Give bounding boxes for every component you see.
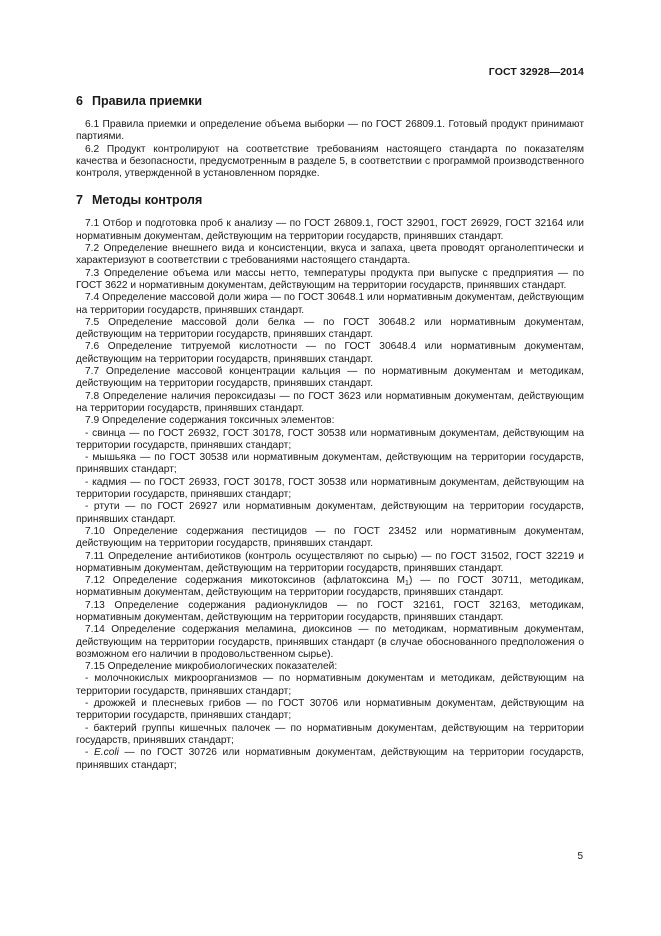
paragraph-text: 7.1 Отбор и подготовка проб к анализу — по ГОСТ 26809.1, ГОСТ 32901, ГОСТ 26929, ГОСТ 32164 или нормативным документам, действующим на территории государств, принявших стандарт. — [76, 218, 584, 242]
paragraph-text: 7.5 Определение массовой доли белка — по ГОСТ 30648.2 или нормативным документам, действующим на территории государств, принявших стандарт. — [76, 316, 584, 341]
list-item-text: - бактерий группы кишечных палочек — по нормативным документам, действующим на территории государств, принявших стандарт; — [76, 722, 584, 746]
paragraph-text: 7.6 Определение титруемой кислотности — по ГОСТ 30648.4 или нормативным документам, действующим на территории государств, принявших стандарт. — [76, 341, 584, 365]
list-item-ecoli — [76, 747, 584, 772]
document-code: ГОСТ 32928—2014 — [488, 66, 584, 78]
paragraph-text: 7.11 Определение антибиотиков (контроль осуществляют по сырью) — по ГОСТ 31502, ГОСТ 32219 и нормативным документам, действующим на территории государств, принявших стандарт. — [76, 550, 584, 574]
paragraph-text: 7.7 Определение массовой концентрации кальция — по нормативным документам и методикам, действующим на территории государств, принявших стандарт. — [76, 366, 584, 390]
subscript: 1 — [405, 580, 409, 588]
list-item — [76, 501, 584, 526]
paragraph — [76, 551, 584, 576]
list-dash: - — [85, 747, 94, 759]
list-item-text: - ртути — по ГОСТ 26927 или нормативным документам, действующим на территории государств, принявших стандарт. — [76, 501, 584, 525]
paragraph — [76, 661, 584, 673]
paragraph — [76, 526, 584, 551]
list-item — [76, 698, 584, 723]
list-item-text: — по ГОСТ 30726 или нормативным документам, действующим на территории государств, принявших стандарт; — [76, 747, 584, 771]
paragraph — [76, 268, 584, 293]
paragraph-7-12 — [76, 575, 584, 600]
list-item — [76, 723, 584, 748]
paragraph-6-2 — [76, 144, 584, 181]
ecoli-term: E.coli — [93, 747, 119, 759]
list-item-text: - мышьяка — по ГОСТ 30538 или нормативным документам, действующим на территории государств, принявших стандарт; — [76, 452, 584, 476]
list-item-text: - кадмия — по ГОСТ 26933, ГОСТ 30178, ГОСТ 30538 или нормативным документам, действующим на территории государств, принявших стандарт; — [76, 476, 584, 501]
page-number: 5 — [577, 851, 583, 862]
paragraph-text: 7.10 Определение содержания пестицидов — по ГОСТ 23452 или нормативным документам, действующим на территории государств, принявших стандарт. — [76, 525, 584, 550]
paragraph-6-1-text: 6.1 Правила приемки и определение объема выборки — по ГОСТ 26809.1. Готовый продукт принимают партиями. — [76, 119, 584, 143]
section-6-title: Правила приемки — [91, 94, 203, 108]
paragraph — [76, 218, 584, 243]
paragraph — [76, 317, 584, 342]
list-item — [76, 428, 584, 453]
section-6-heading — [76, 94, 584, 109]
paragraph — [76, 366, 584, 391]
paragraph-text: 7.14 Определение содержания меламина, диоксинов — по методикам, нормативным документам, действующим на территории государств, принявших стандарт (в случае обоснованного предположения о возможном его наличии в продовольственном сырье). — [76, 624, 584, 660]
paragraph-text: ) — по ГОСТ 30711, методикам, нормативным документам, действующим на территории государств, принявших стандарт. — [76, 575, 584, 599]
paragraph-text: 7.2 Определение внешнего вида и консистенции, вкуса и запаха, цвета проводят органолептически и характеризуют в соответствии с требованиями настоящего стандарта. — [76, 243, 584, 267]
section-6-number: 6 — [76, 94, 83, 108]
paragraph — [76, 292, 584, 317]
paragraph — [76, 391, 584, 416]
list-item — [76, 673, 584, 698]
paragraph-text: 7.15 Определение микробиологических показателей: — [85, 661, 338, 673]
section-6-body — [76, 119, 584, 180]
paragraph — [76, 341, 584, 366]
list-item — [76, 477, 584, 502]
page-content — [76, 94, 584, 772]
paragraph-text: 7.8 Определение наличия пероксидазы — по ГОСТ 3623 или нормативным документам, действующим на территории государств, принявших стандарт. — [76, 390, 584, 414]
paragraph — [76, 243, 584, 268]
paragraph-text: 7.13 Определение содержания радионуклидов — по ГОСТ 32161, ГОСТ 32163, методикам, нормативным документам, действующим на территории государств, принявших стандарт. — [76, 599, 584, 623]
list-item-text: - дрожжей и плесневых грибов — по ГОСТ 30706 или нормативным документам, действующим на территории государств, принявших стандарт; — [76, 698, 584, 722]
paragraph-6-1 — [76, 119, 584, 144]
list-item — [76, 452, 584, 477]
paragraph-text: 7.12 Определение содержания микотоксинов (афлатоксина M — [85, 575, 406, 587]
paragraph-text: 7.9 Определение содержания токсичных элементов: — [85, 415, 335, 427]
paragraph — [76, 600, 584, 625]
paragraph — [76, 624, 584, 661]
paragraph-text: 7.3 Определение объема или массы нетто, температуры продукта при выпуске с предприятия — по ГОСТ 3622 и нормативным документам, действующим на территории государств, принявших стандарт. — [76, 267, 584, 291]
paragraph-6-2-text: 6.2 Продукт контролируют на соответствие требованиям настоящего стандарта по показателям качества и безопасности, предусмотренным в разделе 5, в соответствии с программой производственного контроля, утвержденной в установленном порядке. — [76, 143, 584, 180]
section-7-heading — [76, 193, 584, 208]
paragraph-text: 7.4 Определение массовой доли жира — по ГОСТ 30648.1 или нормативным документам, действующим на территории государств, принявших стандарт. — [76, 292, 584, 316]
list-item-text: - молочнокислых микроорганизмов — по нормативным документам и методикам, действующим на территории государств, принявших стандарт; — [76, 673, 584, 697]
paragraph — [76, 415, 584, 427]
section-7-number: 7 — [76, 193, 83, 208]
section-7-body — [76, 218, 584, 771]
section-7-title: Методы контроля — [91, 193, 203, 208]
list-item-text: - свинца — по ГОСТ 26932, ГОСТ 30178, ГОСТ 30538 или нормативным документам, действующим на территории государств, принявших стандарт; — [76, 427, 584, 451]
